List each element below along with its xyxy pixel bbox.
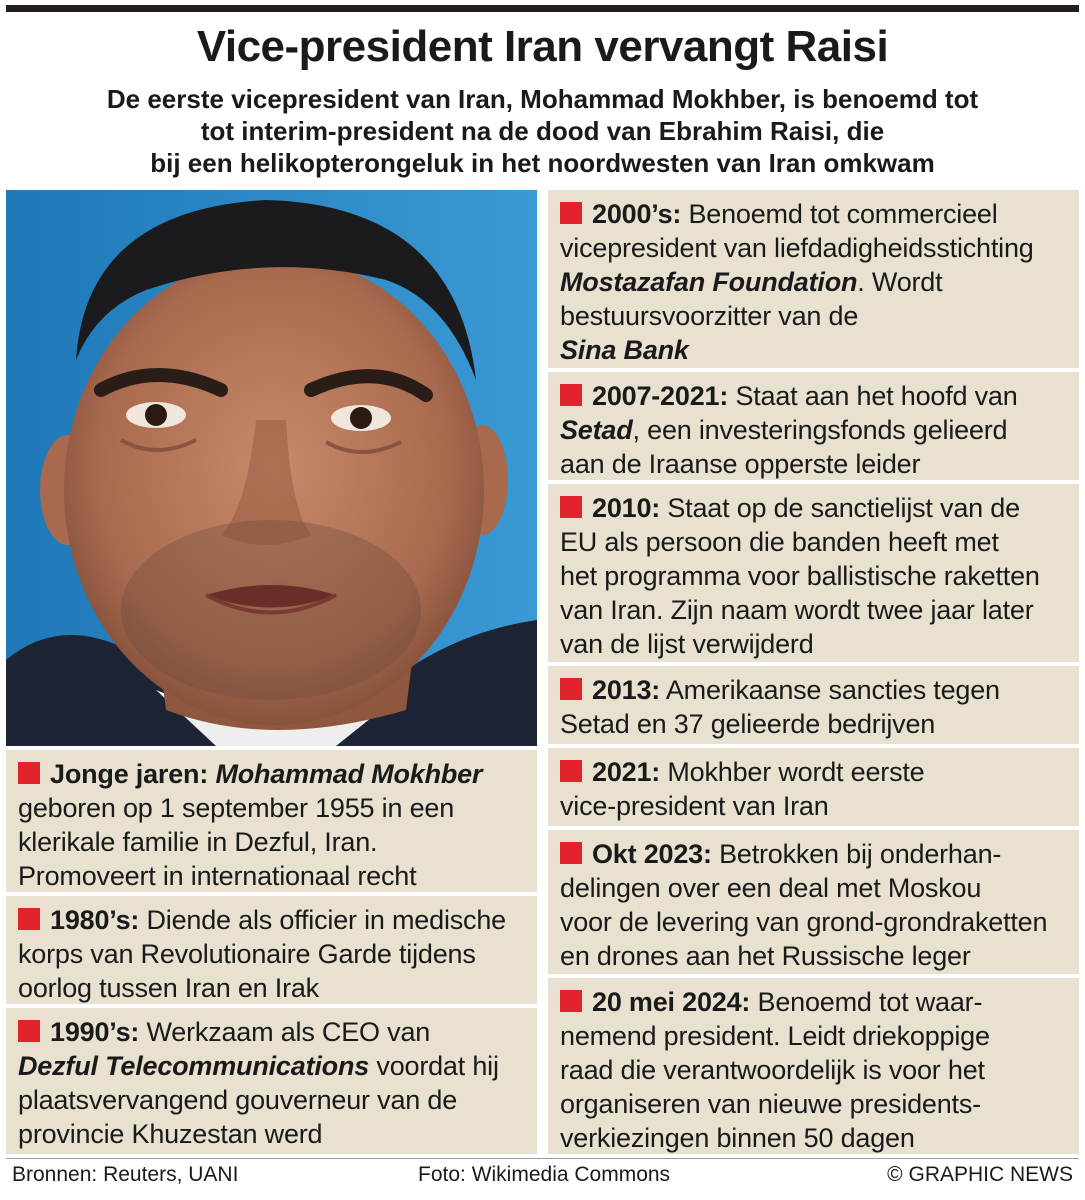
red-square-icon: [560, 990, 582, 1012]
entry-2013: 2013: Amerikaanse sancties tegen Setad en 37 gelieerde bedrijven: [548, 666, 1079, 744]
red-square-icon: [560, 678, 582, 700]
intro-line: bij een helikopterongeluk in het noordwesten van Iran omkwam: [150, 148, 935, 178]
entry-1980s: 1980’s: Diende als officier in medische korps van Revolutionaire Garde tijdens oorlog tussen Iran en Irak: [6, 896, 537, 1004]
intro-line: tot interim-president na de dood van Ebrahim Raisi, die: [200, 116, 885, 146]
red-square-icon: [560, 384, 582, 406]
entry-2000s: 2000’s: Benoemd tot commercieel vicepresident van liefdadigheidsstichting Mostazafan Foundation. Wordt bestuursvoorzitter van de Sina Bank: [548, 190, 1079, 368]
entry-2010: 2010: Staat op de sanctielijst van de EU als persoon die banden heeft met het programma voor ballistische raketten van Iran. Zijn naam wordt twee jaar later van de lijst verwijderd: [548, 484, 1079, 662]
red-square-icon: [560, 496, 582, 518]
red-square-icon: [18, 762, 40, 784]
red-square-icon: [18, 908, 40, 930]
red-square-icon: [560, 202, 582, 224]
entry-2021: 2021: Mokhber wordt eerste vice-president van Iran: [548, 748, 1079, 826]
portrait-illustration: [6, 190, 537, 746]
entry-young-years: Jonge jaren: Mohammad Mokhber geboren op 1 september 1955 in een klerikale familie in Dezful, Iran. Promoveert in internationaal recht: [6, 750, 537, 892]
entry-2007-2021: 2007-2021: Staat aan het hoofd van Setad, een investeringsfonds gelieerd aan de Iraanse opperste leider: [548, 372, 1079, 480]
footer-photo-credit: Foto: Wikimedia Commons: [418, 1163, 671, 1186]
red-square-icon: [560, 842, 582, 864]
footer-sources: Bronnen: Reuters, UANI: [12, 1163, 239, 1186]
entry-1990s: 1990’s: Werkzaam als CEO van Dezful Telecommunications voordat hij plaatsvervangend gouverneur van de provincie Khuzestan werd: [6, 1008, 537, 1154]
top-rule: [6, 5, 1079, 12]
headline: Vice-president Iran vervangt Raisi: [196, 22, 889, 71]
intro-text: [0, 83, 1085, 179]
entry-okt-2023: Okt 2023: Betrokken bij onderhan- delingen over een deal met Moskou voor de levering van grond-grondraketten en drones aan het Russische leger: [548, 830, 1079, 974]
red-square-icon: [560, 760, 582, 782]
red-square-icon: [18, 1020, 40, 1042]
portrait-photo: [6, 190, 537, 746]
intro-line: De eerste vicepresident van Iran, Mohammad Mokhber, is benoemd tot: [106, 84, 979, 114]
entry-20-mei-2024: 20 mei 2024: Benoemd tot waar- nemend president. Leidt driekoppige raad die verantwoordelijk is voor het organiseren van nieuwe presidents- verkiezingen binnen 50 dagen: [548, 978, 1079, 1154]
footer-copyright: © GRAPHIC NEWS: [887, 1163, 1073, 1186]
